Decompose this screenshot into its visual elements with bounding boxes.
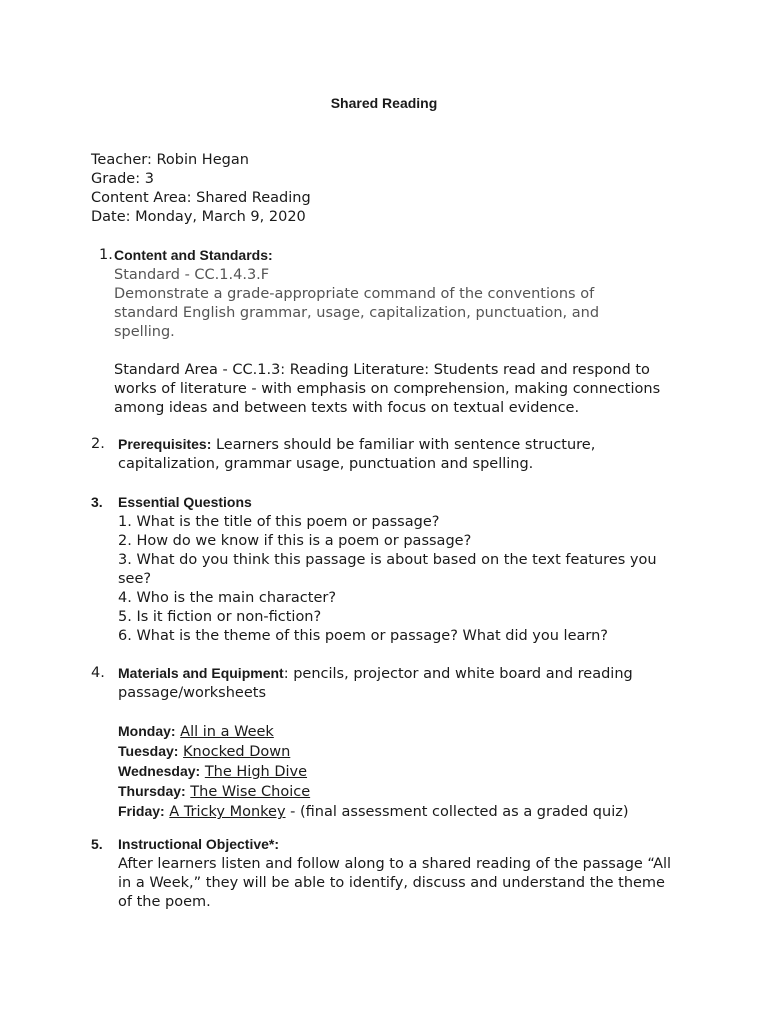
date-line: Date: Monday, March 9, 2020 [91,209,306,225]
section-heading: Essential Questions [118,494,252,510]
section-essential-questions [91,493,691,646]
standard-desc-line: spelling. [114,324,175,340]
content-area-line: Content Area: Shared Reading [91,190,311,206]
question-item: see? [118,571,152,587]
schedule-day: Thursday [118,783,182,799]
question-item: 3. What do you think this passage is about based on the text features you [118,552,657,568]
question-item: 5. Is it fiction or non-fiction? [118,609,322,625]
objective-text: in a Week,” they will be able to identify, discuss and understand the theme [118,875,665,891]
section-content-standards [91,246,691,418]
section-number: 2. [91,436,105,452]
section-instructional-objective [91,835,691,912]
schedule-row: Friday: A Tricky Monkey - (final assessment collected as a graded quiz) [118,803,629,820]
schedule-note: - (final assessment collected as a graded quiz) [285,804,629,820]
schedule-reading-link[interactable]: The High Dive [204,764,308,780]
materials-text: passage/worksheets [118,685,267,701]
section-heading: Instructional Objective*: [118,836,280,852]
schedule-day: Friday [118,803,161,819]
standard-code: Standard - CC.1.4.3.F [114,267,270,283]
standard-desc-line: standard English grammar, usage, capitalization, punctuation, and [114,305,600,321]
page-title: Shared Reading [330,95,438,111]
schedule-row: Wednesday: The High Dive [118,763,308,780]
heading-colon: : [283,666,289,682]
prerequisites-text: Learners should be familiar with sentence structure, [211,437,596,453]
objective-text: of the poem. [118,894,211,910]
schedule-day: Monday [118,723,171,739]
schedule-reading-link[interactable]: A Tricky Monkey [169,804,286,820]
section-number: 3. [91,494,103,510]
standard-area-line: Standard Area - CC.1.3: Reading Literature: Students read and respond to [114,362,650,378]
schedule-reading-link[interactable]: Knocked Down [183,744,291,760]
section-materials [91,664,691,822]
materials-text: pencils, projector and white board and reading [288,666,633,682]
schedule-reading-link[interactable]: All in a Week [180,724,274,740]
section-number: 4. [91,665,105,681]
schedule-row: Thursday: The Wise Choice [118,783,311,800]
standard-area-line: works of literature - with emphasis on comprehension, making connections [114,381,661,397]
schedule-row: Monday: All in a Week [118,723,274,740]
standard-desc-line: Demonstrate a grade-appropriate command of the conventions of [114,286,595,302]
section-number: 5. [91,836,103,852]
standard-area-line: among ideas and between texts with focus on textual evidence. [114,400,580,416]
question-item: 4. Who is the main character? [118,590,337,606]
question-item: 1. What is the title of this poem or passage? [118,514,440,530]
objective-text: After learners listen and follow along to a shared reading of the passage “All [118,856,672,872]
section-heading: Prerequisites: [118,436,212,452]
question-item: 2. How do we know if this is a poem or passage? [118,533,472,549]
lesson-info [91,151,311,227]
schedule-day: Tuesday [118,743,174,759]
section-number: 1. [99,247,113,263]
section-prerequisites [91,435,691,474]
grade-line: Grade: 3 [91,171,154,187]
schedule-day: Wednesday [118,763,196,779]
schedule-reading-link[interactable]: The Wise Choice [190,784,311,800]
question-item: 6. What is the theme of this poem or passage? What did you learn? [118,628,608,644]
section-heading: Materials and Equipment [118,665,284,681]
teacher-line: Teacher: Robin Hegan [91,152,249,168]
schedule-row: Tuesday: Knocked Down [118,743,291,760]
prerequisites-text: capitalization, grammar usage, punctuation and spelling. [118,456,534,472]
section-heading: Content and Standards: [114,247,273,263]
